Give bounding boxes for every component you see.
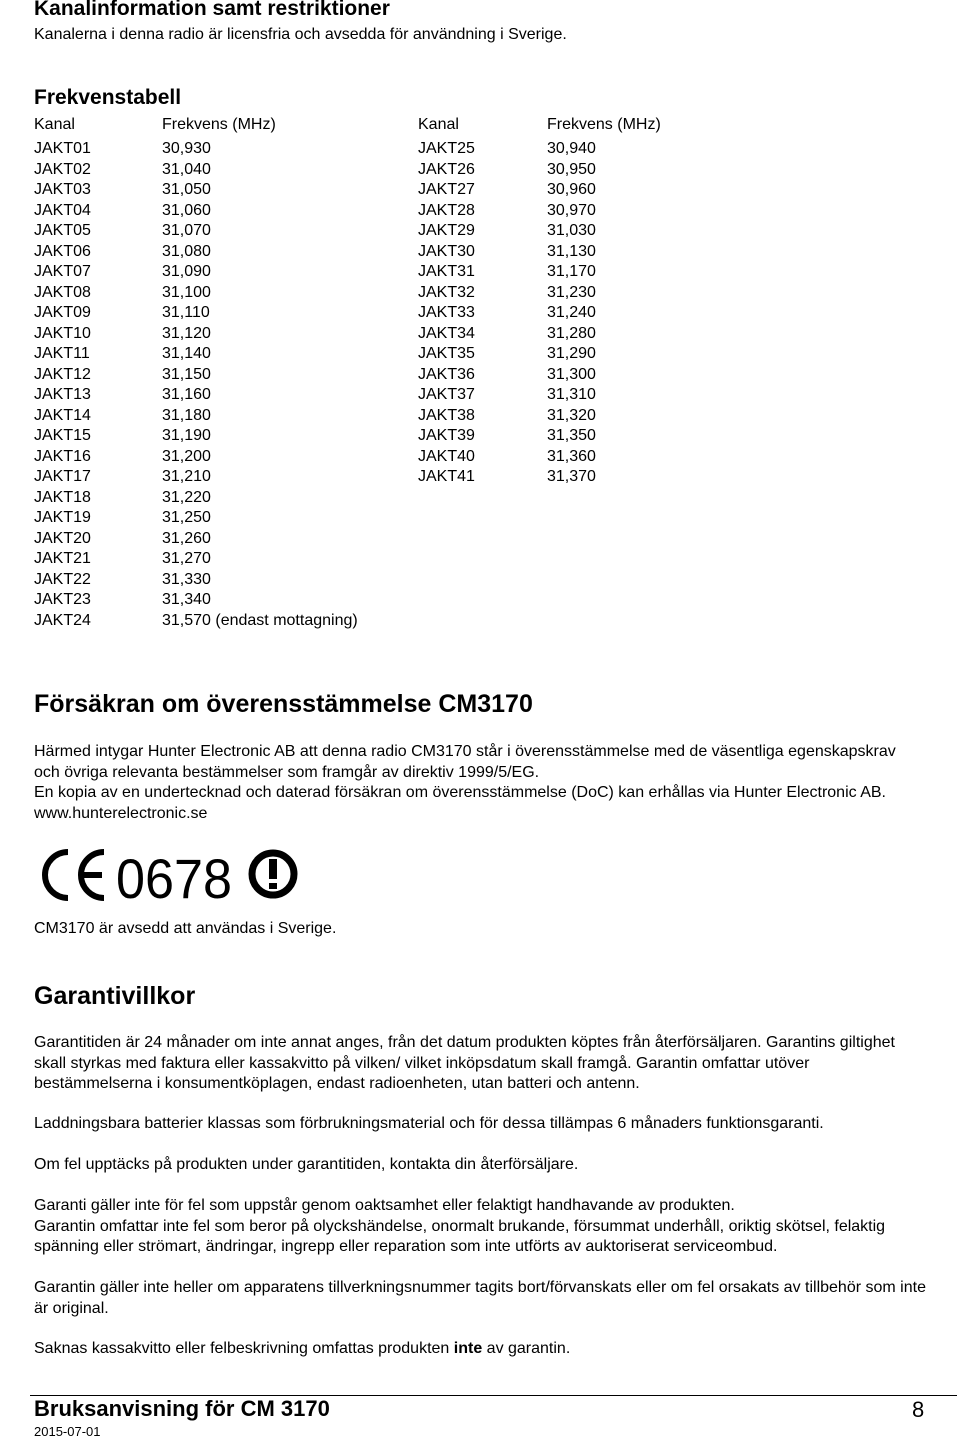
warranty-text: av garantin. xyxy=(482,1340,571,1357)
cell-channel: JAKT14 xyxy=(34,406,91,424)
declaration-line: En kopia av en undertecknad och daterad försäkran om överensstämmelse (DoC) kan erhållas via Hunter Electronic AB. www.hunterelectronic.se xyxy=(34,784,886,822)
cell-channel: JAKT25 xyxy=(418,140,475,157)
cell-frequency: 30,960 xyxy=(547,181,596,198)
header-channel: Kanal xyxy=(418,116,459,133)
cell-frequency: 31,170 xyxy=(547,263,596,280)
cell-frequency: 31,250 xyxy=(162,509,211,526)
cell-frequency: 31,060 xyxy=(162,201,211,219)
warranty-paragraph: Om fel upptäcks på produkten under garantitiden, kontakta din återförsäljare. xyxy=(34,1156,579,1173)
cell-frequency: 31,260 xyxy=(162,529,211,547)
cell-frequency: 31,210 xyxy=(162,468,211,485)
cell-frequency: 31,360 xyxy=(547,447,596,465)
cell-channel: JAKT26 xyxy=(418,160,475,178)
cell-channel: JAKT08 xyxy=(34,283,91,301)
section-title-channel-info: Kanalinformation samt restriktioner xyxy=(34,0,390,20)
header-channel: Kanal xyxy=(34,116,75,133)
cell-channel: JAKT19 xyxy=(34,509,91,526)
header-frequency: Frekvens (MHz) xyxy=(162,116,276,133)
cell-channel: JAKT21 xyxy=(34,550,91,567)
cell-frequency: 31,320 xyxy=(547,406,596,424)
warranty-line: Garantin omfattar inte fel som beror på olyckshändelse, onormalt brukande, försummat underhåll, oriktig skötsel, felaktig spänning eller strömart, ändringar, ingrepp eller reparation som inte utförts av auktoriserat serviceombud. xyxy=(34,1217,886,1255)
cell-channel: JAKT27 xyxy=(418,181,475,198)
cell-frequency: 31,120 xyxy=(162,324,211,342)
warranty-paragraph xyxy=(34,1196,929,1258)
cell-channel: JAKT22 xyxy=(34,570,91,588)
cell-frequency: 31,570 (endast mottagning) xyxy=(162,611,358,629)
cell-channel: JAKT12 xyxy=(34,365,91,383)
cell-frequency: 31,240 xyxy=(547,304,596,321)
warranty-paragraph: Laddningsbara batterier klassas som förbrukningsmaterial och för dessa tillämpas 6 månaders funktionsgaranti. xyxy=(34,1115,824,1132)
warranty-title: Garantivillkor xyxy=(34,982,196,1010)
footer-date: 2015-07-01 xyxy=(34,1424,101,1439)
cell-channel: JAKT17 xyxy=(34,468,91,485)
cell-frequency: 30,970 xyxy=(547,201,596,219)
cell-frequency: 31,030 xyxy=(547,222,596,239)
warranty-paragraph: Garantitiden är 24 månader om inte annat anges, från det datum produkten köptes från återförsäljaren. Garantins giltighet skall styrkas med faktura eller kassakvitto på vilken/ vilket inköpsdatum skall framgå. Garantin omfattar utöver bestämmelserna i konsumentköplagen, endast radioenheten, utan batteri och antenn. xyxy=(34,1034,895,1092)
cell-channel: JAKT33 xyxy=(418,304,475,321)
cell-frequency: 31,140 xyxy=(162,345,211,362)
cell-channel: JAKT16 xyxy=(34,447,91,465)
cell-frequency: 31,270 xyxy=(162,550,211,567)
cell-frequency: 31,070 xyxy=(162,222,211,239)
cell-channel: JAKT35 xyxy=(418,345,475,362)
cell-frequency: 30,950 xyxy=(547,160,596,178)
cell-channel: JAKT18 xyxy=(34,488,91,506)
warranty-paragraph: Garantin gäller inte heller om apparatens tillverkningsnummer tagits bort/förvanskats eller om fel orsakats av tillbehör som inte är original. xyxy=(34,1279,926,1317)
cell-channel: JAKT31 xyxy=(418,263,475,280)
cell-channel: JAKT39 xyxy=(418,427,475,444)
cell-frequency: 30,940 xyxy=(547,140,596,157)
cell-frequency: 31,090 xyxy=(162,263,211,280)
intended-use-text: CM3170 är avsedd att användas i Sverige. xyxy=(34,920,337,937)
footer-title: Bruksanvisning för CM 3170 xyxy=(34,1396,330,1421)
cell-frequency: 31,100 xyxy=(162,283,211,301)
cell-channel: JAKT06 xyxy=(34,242,91,260)
cell-frequency: 31,130 xyxy=(547,242,596,260)
declaration-text xyxy=(34,742,914,824)
cell-frequency: 31,300 xyxy=(547,365,596,383)
cell-channel: JAKT40 xyxy=(418,447,475,465)
notified-body-number: 0678 xyxy=(116,847,232,904)
compliance-marks xyxy=(36,846,300,904)
page-number: 8 xyxy=(912,1397,925,1422)
cell-channel: JAKT04 xyxy=(34,201,91,219)
cell-channel: JAKT32 xyxy=(418,283,475,301)
cell-frequency: 31,190 xyxy=(162,427,211,444)
declaration-title: Försäkran om överensstämmelse CM3170 xyxy=(34,690,533,718)
cell-channel: JAKT03 xyxy=(34,181,91,198)
cell-frequency: 31,330 xyxy=(162,570,211,588)
cell-channel: JAKT36 xyxy=(418,365,475,383)
cell-channel: JAKT15 xyxy=(34,427,91,444)
cell-frequency: 31,050 xyxy=(162,181,211,198)
cell-channel: JAKT30 xyxy=(418,242,475,260)
cell-frequency: 31,150 xyxy=(162,365,211,383)
cell-frequency: 31,200 xyxy=(162,447,211,465)
cell-frequency: 31,290 xyxy=(547,345,596,362)
cell-frequency: 31,160 xyxy=(162,386,211,403)
ce-mark-icon xyxy=(36,846,300,904)
cell-frequency: 31,080 xyxy=(162,242,211,260)
cell-channel: JAKT01 xyxy=(34,140,91,157)
cell-frequency: 31,370 xyxy=(547,468,596,485)
cell-frequency: 31,180 xyxy=(162,406,211,424)
cell-frequency: 31,230 xyxy=(547,283,596,301)
cell-channel: JAKT38 xyxy=(418,406,475,424)
header-frequency: Frekvens (MHz) xyxy=(547,116,661,133)
frequency-table-title: Frekvenstabell xyxy=(34,86,182,109)
cell-channel: JAKT13 xyxy=(34,386,91,403)
cell-channel: JAKT11 xyxy=(34,345,90,362)
cell-channel: JAKT10 xyxy=(34,324,91,342)
cell-frequency: 31,280 xyxy=(547,324,596,342)
cell-channel: JAKT28 xyxy=(418,201,475,219)
cell-channel: JAKT37 xyxy=(418,386,475,403)
cell-channel: JAKT05 xyxy=(34,222,91,239)
warranty-text: Saknas kassakvitto eller felbeskrivning omfattas produkten xyxy=(34,1340,454,1357)
cell-channel: JAKT29 xyxy=(418,222,475,239)
cell-frequency: 31,110 xyxy=(162,304,210,321)
cell-frequency: 31,340 xyxy=(162,591,211,608)
cell-channel: JAKT07 xyxy=(34,263,91,280)
warranty-line: Garanti gäller inte för fel som uppstår genom oaktsamhet eller felaktigt handhavande av produkten. xyxy=(34,1197,735,1214)
cell-channel: JAKT41 xyxy=(418,468,475,485)
cell-frequency: 31,220 xyxy=(162,488,211,506)
cell-channel: JAKT09 xyxy=(34,304,91,321)
cell-frequency: 31,350 xyxy=(547,427,596,444)
cell-channel: JAKT20 xyxy=(34,529,91,547)
cell-frequency: 31,310 xyxy=(547,386,596,403)
declaration-line: Härmed intygar Hunter Electronic AB att denna radio CM3170 står i överensstämmelse med de väsentliga egenskapskrav och övriga relevanta bestämmelser som framgår av direktiv 1999/5/EG. xyxy=(34,743,896,781)
cell-frequency: 30,930 xyxy=(162,140,211,157)
cell-frequency: 31,040 xyxy=(162,160,211,178)
warranty-emphasis: inte xyxy=(453,1340,483,1357)
cell-channel: JAKT23 xyxy=(34,591,91,608)
cell-channel: JAKT24 xyxy=(34,611,91,629)
cell-channel: JAKT02 xyxy=(34,160,91,178)
cell-channel: JAKT34 xyxy=(418,324,475,342)
license-text: Kanalerna i denna radio är licensfria och avsedda för användning i Sverige. xyxy=(34,26,567,43)
warranty-paragraph xyxy=(34,1339,929,1360)
